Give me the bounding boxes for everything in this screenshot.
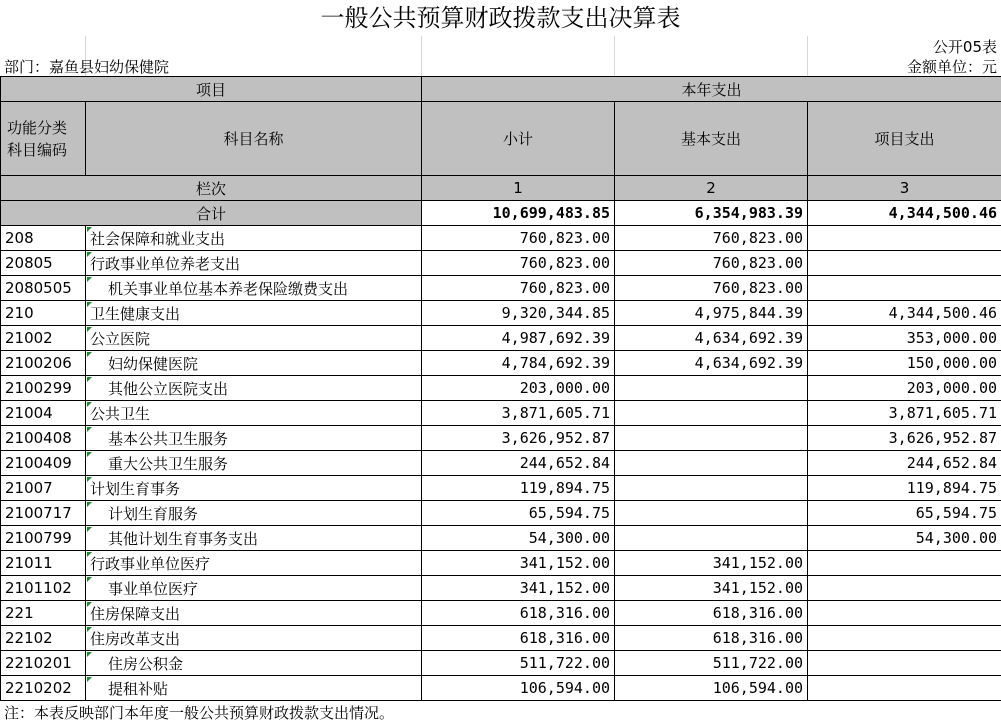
table-row <box>1 651 1001 676</box>
row-basic[interactable]: 618,316.00 <box>615 601 808 626</box>
row-code[interactable]: 22102 <box>1 626 86 651</box>
amount-unit-label: 金额单位：元 <box>906 58 997 76</box>
row-name[interactable]: 基本公共卫生服务 <box>86 426 422 451</box>
total-label[interactable]: 合计 <box>1 201 422 226</box>
row-basic[interactable] <box>615 401 808 426</box>
table-row <box>1 376 1001 401</box>
header-col1[interactable]: 1 <box>422 176 615 201</box>
department-label: 部门：嘉鱼县妇幼保健院 <box>4 58 170 76</box>
row-basic[interactable]: 760,823.00 <box>615 276 808 301</box>
row-basic[interactable] <box>615 426 808 451</box>
table-row <box>1 226 1001 251</box>
row-name[interactable]: 住房保障支出 <box>86 601 422 626</box>
row-basic[interactable]: 106,594.00 <box>615 676 808 701</box>
row-name[interactable]: 计划生育事务 <box>86 476 422 501</box>
row-project[interactable] <box>808 601 1001 626</box>
row-basic[interactable] <box>615 501 808 526</box>
row-subtotal[interactable]: 119,894.75 <box>422 476 615 501</box>
row-name[interactable]: 其他公立医院支出 <box>86 376 422 401</box>
row-name[interactable]: 公共卫生 <box>86 401 422 426</box>
total-subtotal[interactable]: 10,699,483.85 <box>422 201 615 226</box>
row-subtotal[interactable]: 54,300.00 <box>422 526 615 551</box>
table-row <box>1 526 1001 551</box>
table-row <box>1 251 1001 276</box>
row-project[interactable]: 203,000.00 <box>808 376 1001 401</box>
table-row <box>1 476 1001 501</box>
table-row <box>1 351 1001 376</box>
row-name[interactable]: 行政事业单位养老支出 <box>86 251 422 276</box>
row-code[interactable]: 2100717 <box>1 501 86 526</box>
row-code[interactable]: 2210202 <box>1 676 86 701</box>
row-project[interactable]: 244,652.84 <box>808 451 1001 476</box>
row-code[interactable]: 2100408 <box>1 426 86 451</box>
row-subtotal[interactable]: 341,152.00 <box>422 576 615 601</box>
row-name[interactable]: 卫生健康支出 <box>86 301 422 326</box>
row-basic[interactable]: 511,722.00 <box>615 651 808 676</box>
row-project[interactable]: 3,626,952.87 <box>808 426 1001 451</box>
row-subtotal[interactable]: 203,000.00 <box>422 376 615 401</box>
table-row <box>1 676 1001 701</box>
row-name[interactable]: 计划生育服务 <box>86 501 422 526</box>
row-code[interactable]: 21002 <box>1 326 86 351</box>
expenditure-table <box>0 76 1001 701</box>
row-project[interactable] <box>808 576 1001 601</box>
row-basic[interactable] <box>615 376 808 401</box>
header-current-year[interactable]: 本年支出 <box>422 77 1001 102</box>
row-name[interactable]: 事业单位医疗 <box>86 576 422 601</box>
row-subtotal[interactable]: 9,320,344.85 <box>422 301 615 326</box>
row-project[interactable]: 4,344,500.46 <box>808 301 1001 326</box>
row-project[interactable]: 65,594.75 <box>808 501 1001 526</box>
header-project[interactable]: 项目支出 <box>808 102 1001 176</box>
table-row <box>1 551 1001 576</box>
total-row <box>1 201 1001 226</box>
header-func-code[interactable]: 功能分类科目编码 <box>1 102 86 176</box>
row-project[interactable] <box>808 651 1001 676</box>
row-basic[interactable]: 760,823.00 <box>615 226 808 251</box>
header-col3[interactable]: 3 <box>808 176 1001 201</box>
row-subtotal[interactable]: 106,594.00 <box>422 676 615 701</box>
table-row <box>1 501 1001 526</box>
header-subject-name[interactable]: 科目名称 <box>86 102 422 176</box>
row-name[interactable]: 行政事业单位医疗 <box>86 551 422 576</box>
table-row <box>1 301 1001 326</box>
header-row-2 <box>1 102 1001 176</box>
row-basic[interactable]: 4,975,844.39 <box>615 301 808 326</box>
row-basic[interactable] <box>615 476 808 501</box>
row-code[interactable]: 21007 <box>1 476 86 501</box>
row-name[interactable]: 机关事业单位基本养老保险缴费支出 <box>86 276 422 301</box>
row-subtotal[interactable]: 4,784,692.39 <box>422 351 615 376</box>
row-basic[interactable]: 4,634,692.39 <box>615 351 808 376</box>
table-row <box>1 451 1001 476</box>
table-row <box>1 326 1001 351</box>
row-code[interactable]: 208 <box>1 226 86 251</box>
row-name[interactable]: 提租补贴 <box>86 676 422 701</box>
row-subtotal[interactable]: 760,823.00 <box>422 251 615 276</box>
row-project[interactable] <box>808 251 1001 276</box>
row-basic[interactable]: 760,823.00 <box>615 251 808 276</box>
row-code[interactable]: 2100299 <box>1 376 86 401</box>
header-subtotal[interactable]: 小计 <box>422 102 615 176</box>
row-subtotal[interactable]: 618,316.00 <box>422 601 615 626</box>
row-subtotal[interactable]: 760,823.00 <box>422 276 615 301</box>
row-code[interactable]: 2080505 <box>1 276 86 301</box>
row-name[interactable]: 社会保障和就业支出 <box>86 226 422 251</box>
row-subtotal[interactable]: 65,594.75 <box>422 501 615 526</box>
table-row <box>1 601 1001 626</box>
total-basic[interactable]: 6,354,983.39 <box>615 201 808 226</box>
row-project[interactable]: 54,300.00 <box>808 526 1001 551</box>
row-project[interactable]: 353,000.00 <box>808 326 1001 351</box>
row-basic[interactable]: 4,634,692.39 <box>615 326 808 351</box>
row-name[interactable]: 其他计划生育事务支出 <box>86 526 422 551</box>
row-code[interactable]: 221 <box>1 601 86 626</box>
row-basic[interactable]: 341,152.00 <box>615 576 808 601</box>
row-name[interactable]: 住房公积金 <box>86 651 422 676</box>
row-basic[interactable] <box>615 526 808 551</box>
header-column-no[interactable]: 栏次 <box>1 176 422 201</box>
row-basic[interactable] <box>615 451 808 476</box>
row-basic[interactable]: 341,152.00 <box>615 551 808 576</box>
total-project[interactable]: 4,344,500.46 <box>808 201 1001 226</box>
header-item[interactable]: 项目 <box>1 77 422 102</box>
row-name[interactable]: 重大公共卫生服务 <box>86 451 422 476</box>
row-project[interactable]: 150,000.00 <box>808 351 1001 376</box>
page-title: 一般公共预算财政拨款支出决算表 <box>320 4 681 32</box>
header-row-1 <box>1 77 1001 102</box>
row-subtotal[interactable]: 3,871,605.71 <box>422 401 615 426</box>
row-project[interactable]: 119,894.75 <box>808 476 1001 501</box>
header-col2[interactable]: 2 <box>615 176 808 201</box>
row-code[interactable]: 2210201 <box>1 651 86 676</box>
row-project[interactable] <box>808 676 1001 701</box>
table-row <box>1 401 1001 426</box>
table-row <box>1 576 1001 601</box>
row-code[interactable]: 21011 <box>1 551 86 576</box>
row-subtotal[interactable]: 618,316.00 <box>422 626 615 651</box>
row-basic[interactable]: 618,316.00 <box>615 626 808 651</box>
header-basic[interactable]: 基本支出 <box>615 102 808 176</box>
row-subtotal[interactable]: 3,626,952.87 <box>422 426 615 451</box>
row-code[interactable]: 2100409 <box>1 451 86 476</box>
row-subtotal[interactable]: 511,722.00 <box>422 651 615 676</box>
row-name[interactable]: 公立医院 <box>86 326 422 351</box>
row-project[interactable] <box>808 276 1001 301</box>
row-project[interactable] <box>808 626 1001 651</box>
row-name[interactable]: 妇幼保健医院 <box>86 351 422 376</box>
row-subtotal[interactable]: 341,152.00 <box>422 551 615 576</box>
row-code[interactable]: 2101102 <box>1 576 86 601</box>
row-code[interactable]: 21004 <box>1 401 86 426</box>
table-row <box>1 626 1001 651</box>
row-project[interactable]: 3,871,605.71 <box>808 401 1001 426</box>
row-code[interactable]: 20805 <box>1 251 86 276</box>
table-row <box>1 276 1001 301</box>
header-row-column-no <box>1 176 1001 201</box>
row-project[interactable] <box>808 226 1001 251</box>
row-code[interactable]: 210 <box>1 301 86 326</box>
row-name[interactable]: 住房改革支出 <box>86 626 422 651</box>
form-code: 公开05表 <box>932 38 997 56</box>
row-code[interactable]: 2100206 <box>1 351 86 376</box>
row-subtotal[interactable]: 244,652.84 <box>422 451 615 476</box>
row-project[interactable] <box>808 551 1001 576</box>
row-subtotal[interactable]: 760,823.00 <box>422 226 615 251</box>
table-row <box>1 426 1001 451</box>
row-code[interactable]: 2100799 <box>1 526 86 551</box>
footer-note: 注：本表反映部门本年度一般公共预算财政拨款支出情况。 <box>4 704 395 722</box>
row-subtotal[interactable]: 4,987,692.39 <box>422 326 615 351</box>
